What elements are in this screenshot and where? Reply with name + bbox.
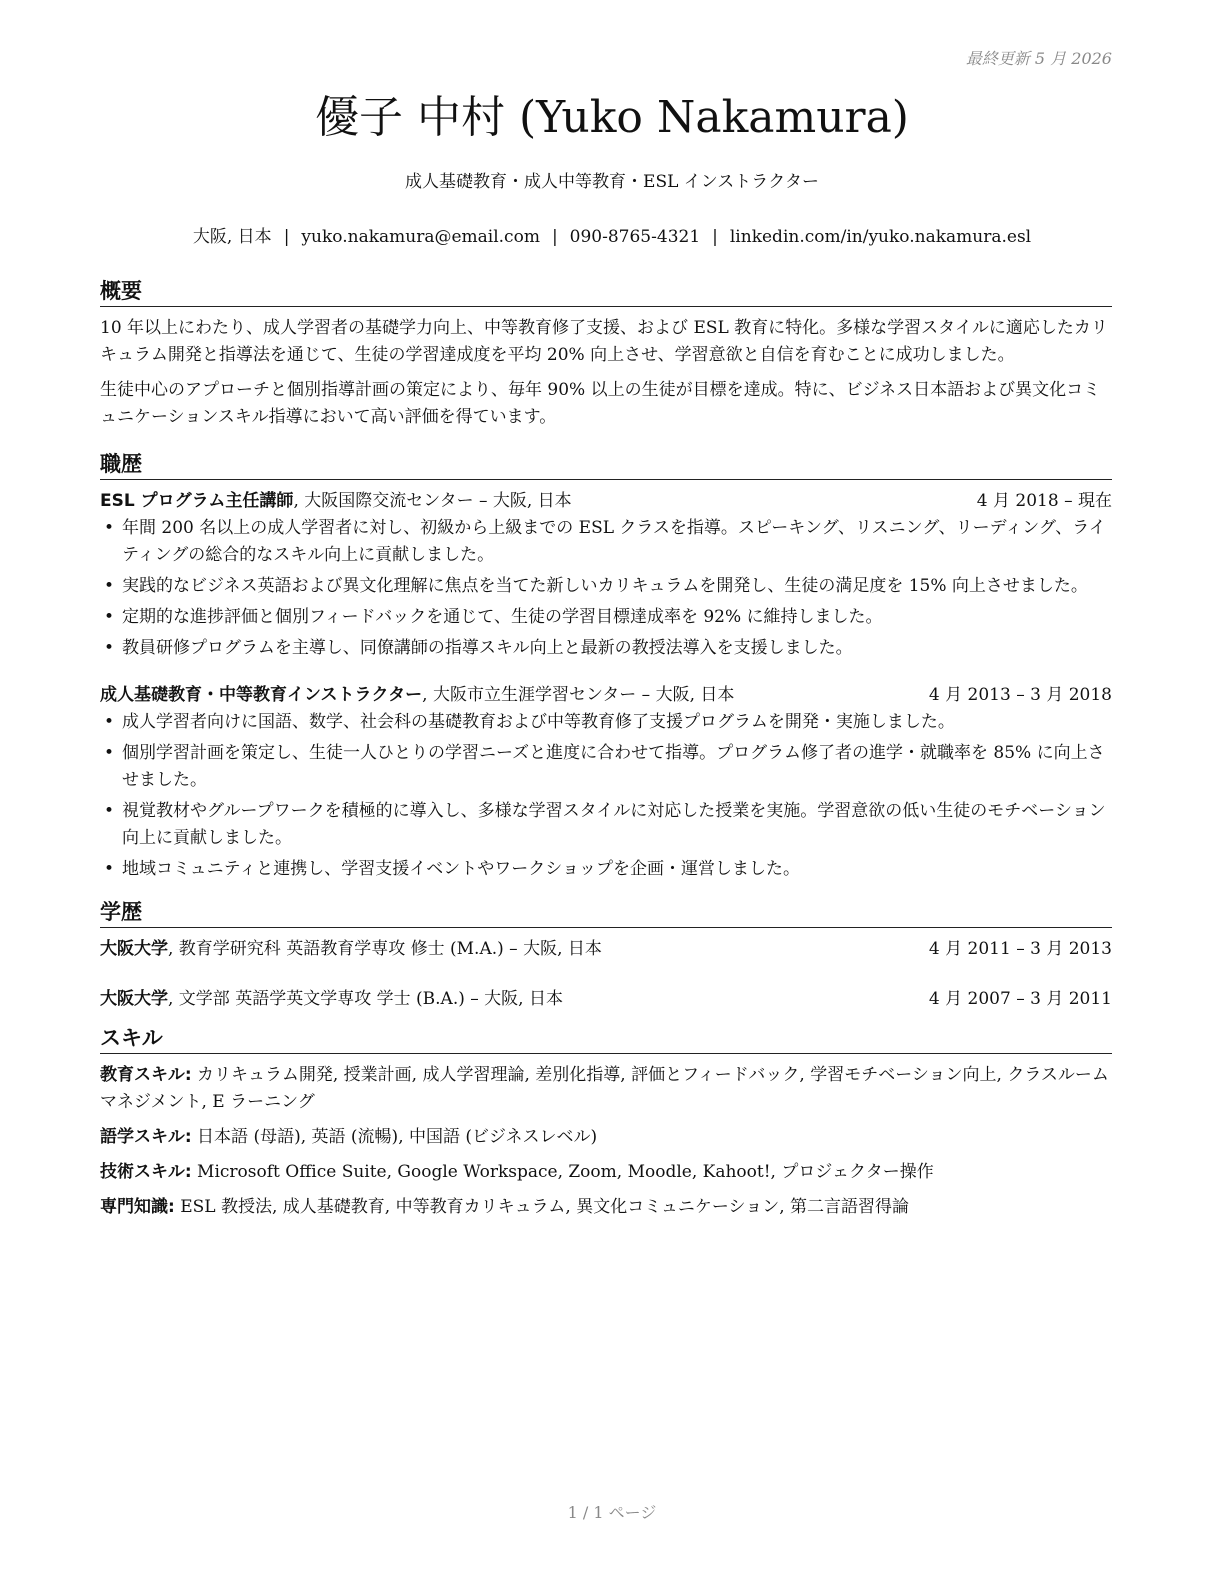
contact-location: 大阪, 日本 [192, 227, 272, 247]
contact-line [0, 225, 1224, 249]
job-bullets [100, 515, 1112, 662]
job-bullet: • 成人学習者向けに国語、数学、社会科の基礎教育および中等教育修了支援プログラムを開発・実施しました。 [100, 709, 1112, 736]
last-updated: 最終更新 5 月 2026 [965, 49, 1112, 68]
skill-line [100, 1124, 1112, 1151]
contact-phone: 090-8765-4321 [569, 227, 701, 247]
skill-line [100, 1062, 1112, 1116]
skill-value: 日本語 (母語), 英語 (流暢), 中国語 (ビジネスレベル) [191, 1127, 598, 1147]
contact-separator: | [712, 227, 718, 247]
job-bullet: • 年間 200 名以上の成人学習者に対し、初級から上級までの ESL クラスを指導。スピーキング、リスニング、リーディング、ライティングの総合的なスキル向上に貢献しました。 [100, 515, 1112, 569]
job-header [100, 488, 1112, 515]
education-entry [100, 986, 1112, 1013]
skill-label: 教育スキル: [100, 1065, 192, 1085]
job-title: 成人基礎教育・中等教育インストラクター [100, 685, 423, 705]
job-title: ESL プログラム主任講師 [100, 491, 294, 511]
job-dates: 4 月 2018 – 現在 [976, 491, 1112, 511]
resume-content [100, 276, 1112, 1229]
job-bullet: • 定期的な進捗評価と個別フィードバックを通じて、生徒の学習目標達成率を 92% に維持しました。 [100, 604, 1112, 631]
education-detail: , 教育学研究科 英語教育学専攻 修士 (M.A.) – 大阪, 日本 [168, 939, 602, 959]
education-dates: 4 月 2011 – 3 月 2013 [928, 939, 1112, 959]
education-heading: 学歴 [100, 897, 1112, 928]
contact-separator: | [551, 227, 558, 247]
experience-heading: 職歴 [100, 449, 1112, 480]
job-bullet: • 教員研修プログラムを主導し、同僚講師の指導スキル向上と最新の教授法導入を支援しました。 [100, 635, 1112, 662]
skill-value: Microsoft Office Suite, Google Workspace, Zoom, Moodle, Kahoot!, プロジェクター操作 [191, 1162, 934, 1182]
education-school: 大阪大学 [100, 989, 168, 1009]
skill-line [100, 1194, 1112, 1221]
skill-label: 専門知識: [100, 1197, 175, 1217]
job-bullet: • 個別学習計画を策定し、生徒一人ひとりの学習ニーズと進度に合わせて指導。プログラム修了者の進学・就職率を 85% に向上させました。 [100, 740, 1112, 794]
job-dates: 4 月 2013 – 3 月 2018 [928, 685, 1112, 705]
skill-line [100, 1159, 1112, 1186]
skill-value: カリキュラム開発, 授業計画, 成人学習理論, 差別化指導, 評価とフィードバック, 学習モチベーション向上, クラスルームマネジメント, E ラーニング [100, 1065, 1109, 1112]
job-org: , 大阪市立生涯学習センター – 大阪, 日本 [422, 685, 735, 705]
contact-separator: | [283, 227, 290, 247]
education-detail: , 文学部 英語学英文学専攻 学士 (B.A.) – 大阪, 日本 [168, 989, 563, 1009]
job-header [100, 682, 1112, 709]
page-number: 1 / 1 ページ [567, 1503, 657, 1522]
summary-paragraph: 10 年以上にわたり、成人学習者の基礎学力向上、中等教育修了支援、および ESL 教育に特化。多様な学習スタイルに適応したカリキュラム開発と指導法を通じて、生徒の学習達成度を平均 20% 向上させ、学習意欲と自信を育むことに成功しました。 [100, 318, 1108, 365]
job-org: , 大阪国際交流センター – 大阪, 日本 [293, 491, 572, 511]
job-bullets [100, 709, 1112, 883]
skills-heading: スキル [100, 1023, 1112, 1054]
education-school: 大阪大学 [100, 939, 168, 959]
skill-label: 技術スキル: [100, 1162, 192, 1182]
skill-label: 語学スキル: [100, 1127, 192, 1147]
summary-heading: 概要 [100, 276, 1112, 307]
education-dates: 4 月 2007 – 3 月 2011 [928, 989, 1112, 1009]
skill-value: ESL 教授法, 成人基礎教育, 中等教育カリキュラム, 異文化コミュニケーション, 第二言語習得論 [174, 1197, 910, 1217]
job-bullet: • 視覚教材やグループワークを積極的に導入し、多様な学習スタイルに対応した授業を実施。学習意欲の低い生徒のモチベーション向上に貢献しました。 [100, 798, 1112, 852]
job-bullet: • 実践的なビジネス英語および異文化理解に焦点を当てた新しいカリキュラムを開発し、生徒の満足度を 15% 向上させました。 [100, 573, 1112, 600]
candidate-subtitle: 成人基礎教育・成人中等教育・ESL インストラクター [405, 172, 819, 192]
job-bullet: • 地域コミュニティと連携し、学習支援イベントやワークショップを企画・運営しました。 [100, 856, 1112, 883]
summary-paragraph: 生徒中心のアプローチと個別指導計画の策定により、毎年 90% 以上の生徒が目標を達成。特に、ビジネス日本語および異文化コミュニケーションスキル指導において高い評価を得ています。 [100, 380, 1101, 427]
contact-linkedin[interactable]: linkedin.com/in/yuko.nakamura.esl [729, 227, 1032, 247]
candidate-name: 優子 中村 (Yuko Nakamura) [315, 92, 909, 143]
contact-email[interactable]: yuko.nakamura@email.com [301, 227, 540, 247]
education-entry [100, 936, 1112, 963]
